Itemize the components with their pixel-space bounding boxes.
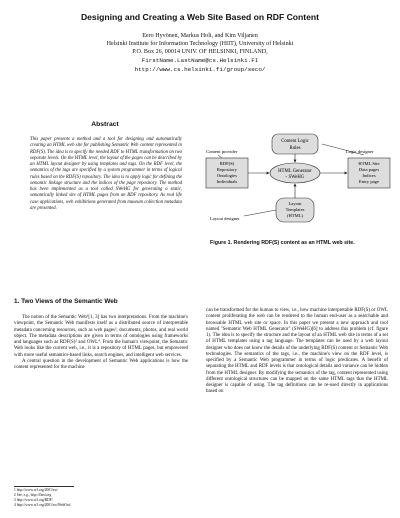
left-paragraph: The notion of the Semantic Web¹[1, 3] has two interpretations. From the machine's viewpoint, the Semantic Web manifests itself as a distributed source of interpretable metadata concerning resources, such as web pages², documents, photos, and real world object. The metadata descriptions are given in terms of ontologies using frameworks and languages such as RDF(S)³ and OWL⁴. From the human's viewpoint, the Semantic Web looks like the current web, i.e., it is a repository of HTML pages, but empowered with more useful semantics-based links, search engines, and intelligent web services. (14, 315, 188, 358)
section-heading: 1. Two Views of the Semantic Web (14, 298, 118, 305)
footnote-rule (14, 486, 74, 487)
footnote: 4 http://www.w3.org/2001/sw/WebOnt/ (14, 503, 71, 507)
left-column (14, 315, 188, 371)
repository-label: Repository (216, 167, 238, 172)
group-url: http://www.cs.helsinki.fi/group/seco/ (134, 66, 266, 73)
abstract-heading: Abstract (91, 121, 119, 128)
provider-pointer (218, 155, 222, 158)
footnote: 2 See, e.g., http://flnsi.org (14, 493, 52, 497)
content-logic-rules-label: Rules (289, 146, 301, 151)
layout-designer-pointer (244, 210, 276, 216)
html-site-label: HTML Site (358, 161, 380, 166)
figure-caption: Figure 1. Rendering RDF(S) content as an HTML web site. (210, 240, 355, 246)
generator-node (270, 163, 320, 183)
institution: Helsinki Institute for Information Technology (HIIT), University of Helsinki (106, 41, 294, 47)
content-logic-node (272, 134, 318, 154)
email: FirstName.LastName@cs.Helsinki.FI (141, 57, 259, 64)
right-column (206, 308, 388, 396)
entry-page-label: Entry page (358, 179, 380, 184)
paper-title: Designing and Creating a Web Site Based on RDF Content (80, 12, 320, 22)
abstract-text: This paper presents a method and a tool for designing and automatically creating an HTML web site for publishing Semantic Web content represented in RDF(S). The idea is to specify the needed RDF to HTML transformation on two separate levels. On the HTML level, the layout of the pages can be described by an HTML layout designer by using templates and tags. On the RDF level, the semantics of the tags are specified by a system programmer in terms of logical rules based on the RDF(S) repository. The idea is to apply logic for defining the semantic linkage structure and the indices of the page repository. The method has been implemented as a tool called SWeHG for generating a static, semantically linked site of HTML pages from an RDF repository. As real life case applications, web exhibitions generated from museum collection metadata are presented. (30, 137, 182, 211)
ontologies-label: Ontologies (216, 173, 238, 178)
content-provider-label: Content provider (206, 149, 238, 154)
layout-label: Layout (288, 201, 302, 206)
rdfs-repository-node (206, 158, 248, 188)
indices-label: Indices (362, 173, 376, 178)
layout-designer-label: Layout designer (210, 216, 240, 221)
left-paragraph: A central question in the development of Semantic Web applications is how the content represented for the machine (14, 358, 188, 370)
content-logic-label: Content Logic (281, 139, 309, 144)
html-site-node (348, 158, 390, 188)
architecture-diagram (204, 128, 392, 228)
swehg-label: - SWeHG (285, 175, 305, 180)
footnote: 3 http://www.w3.org/RDF/ (14, 498, 53, 502)
layout-templates-node (276, 198, 314, 222)
logic-designer-label: Logic designer (346, 149, 374, 154)
abstract-body (30, 137, 182, 212)
footnote: 1 http://www.w3.org/2001/sw/ (14, 488, 58, 492)
html-label: (HTML) (286, 213, 304, 218)
rdfs-label: RDF(S) (219, 161, 235, 166)
authors: Eero Hyvönen, Markus Holi, and Kim Viljanen (142, 33, 258, 39)
right-paragraph: can be transformed for the human to view, i.e., how machine interpretable RDF(S) or OWL content proliferating the web can be rendered to the human end-user as a searchable and browsable HTML web site or space. In this paper we present a new approach and tool named "Semantic Web HTML Generator" (SWeHG)[6] to address this problem (cf. figure 1). The idea is to specify the structure and the layout of an HTML web site in terms of a set of HTML templates using a tag language. The templates can be used by a web layout designer who does not know the details of the underlying RDF(S) content or Semantic Web technologies. The semantics of the tags, i.e., the machine's view on the RDF level, is specified by a Semantic Web programmer in terms of logic predicates. A benefit of separating the HTML and RDF levels is that ontological details and variance can be hidden from the HTML designer. By modifying the semantics of the tag, content represented using different ontological structures can be mapped on the same HTML tags that the HTML designer is capable of using. The tag definitions can be re-used directly in applications based on (206, 308, 388, 395)
data-pages-label: Data pages (358, 167, 380, 172)
individuals-label: Individuals (216, 179, 238, 184)
generator-label: HTML Generator (278, 169, 312, 174)
address: P.O. Box 26, 00014 UNIV. OF HELSINKI, FINLAND, (132, 49, 268, 55)
templates-label: Templates (285, 207, 305, 212)
